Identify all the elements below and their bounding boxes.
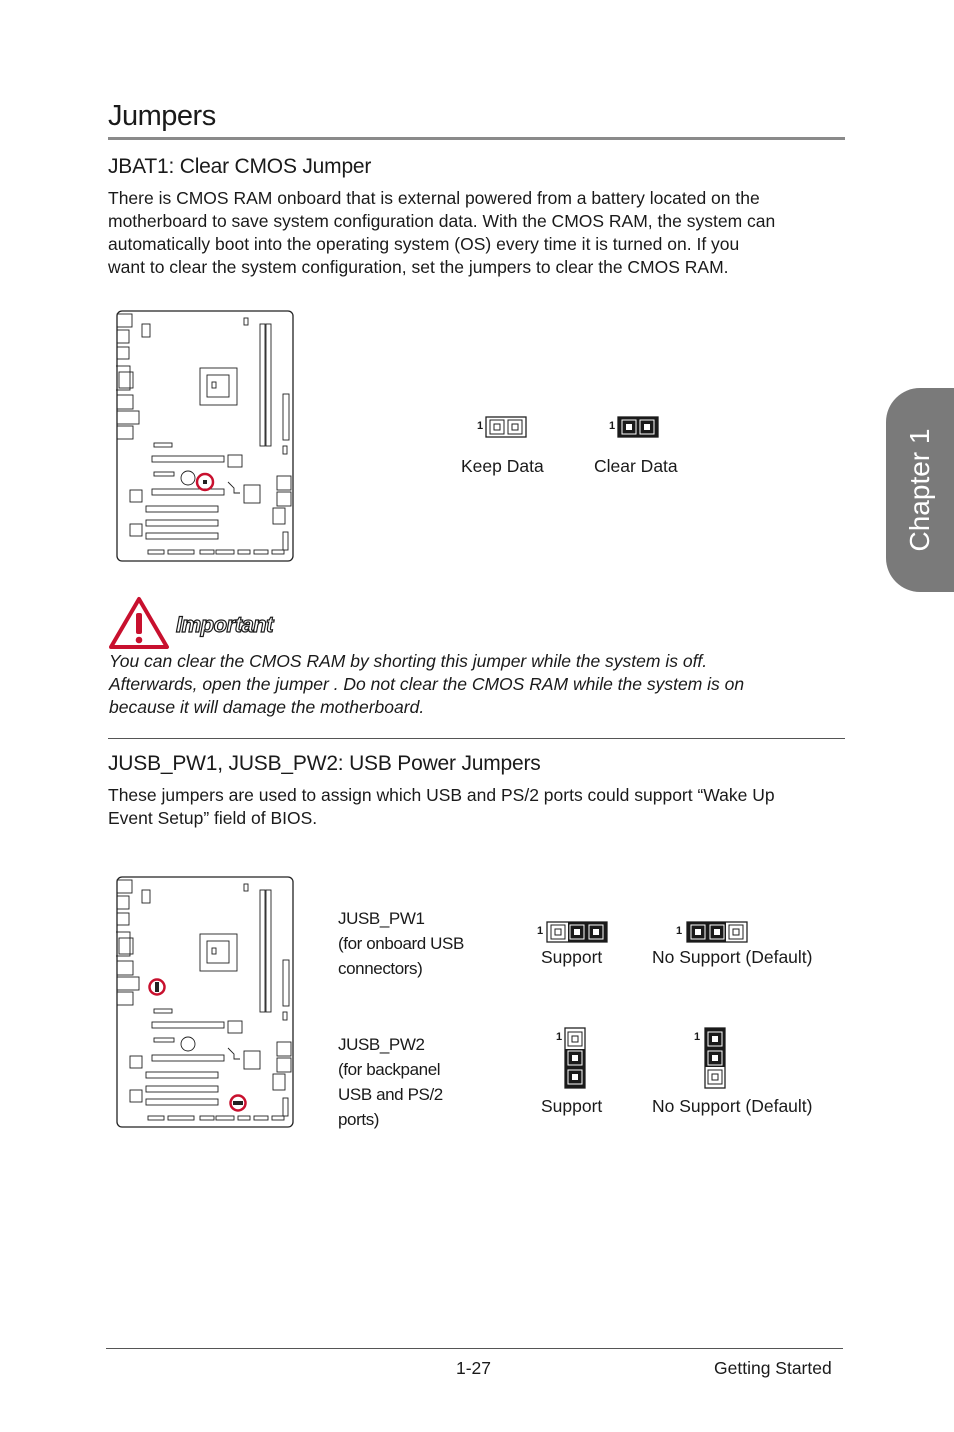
section-divider <box>108 738 845 739</box>
jumper-keep-data-icon <box>485 416 527 438</box>
page-number: 1-27 <box>456 1358 492 1378</box>
jumper-pw2-support-icon <box>564 1027 586 1089</box>
jusb-line: Event Setup” field of BIOS. <box>108 808 318 828</box>
important-note <box>109 650 854 719</box>
jusb-pw1-line: JUSB_PW1 <box>338 909 425 928</box>
page-title: Jumpers <box>108 100 216 132</box>
important-heading: Important <box>176 612 273 637</box>
jumper-clear-data-icon <box>617 416 659 438</box>
chapter-tab[interactable] <box>886 388 954 592</box>
jumper-pw1-no-support-icon <box>686 921 748 943</box>
important-line: Afterwards, open the jumper . Do not clear the CMOS RAM while the system is on <box>109 674 745 694</box>
warning-icon <box>108 596 170 650</box>
pw2-support-label: Support <box>541 1096 603 1116</box>
pin-1-label: 1 <box>676 925 683 937</box>
pw1-support-label: Support <box>541 947 603 967</box>
pw2-no-support-label: No Support (Default) <box>652 1096 813 1116</box>
jusb-pw2-line: ports) <box>338 1110 380 1129</box>
motherboard-diagram-jbat <box>116 310 294 562</box>
jbat-line: motherboard to save system configuration data. With the CMOS RAM, the system can <box>108 211 776 231</box>
important-line: You can clear the CMOS RAM by shorting this jumper while the system is off. <box>109 651 708 671</box>
jumper-pw2-no-support-icon <box>704 1027 726 1089</box>
jusb-pw2-label <box>338 1032 443 1132</box>
pin-1-label: 1 <box>694 1031 701 1043</box>
keep-data-label: Keep Data <box>461 456 544 476</box>
pin-1-label: 1 <box>477 420 484 432</box>
jusb-pw1-label <box>338 906 464 981</box>
clear-data-label: Clear Data <box>594 456 678 476</box>
jbat-line: automatically boot into the operating system (OS) every time it is turned on. If you <box>108 234 740 254</box>
jbat-description <box>108 187 853 279</box>
jusb-pw2-line: (for backpanel <box>338 1060 441 1079</box>
motherboard-diagram-jusb <box>116 876 294 1128</box>
jbat-line: want to clear the system configuration, set the jumpers to clear the CMOS RAM. <box>108 257 729 277</box>
jusb-heading: JUSB_PW1, JUSB_PW2: USB Power Jumpers <box>108 752 541 775</box>
chapter-tab-label: Chapter 1 <box>904 428 935 552</box>
jusb-pw1-line: (for onboard USB <box>338 934 464 953</box>
jusb-line: These jumpers are used to assign which USB and PS/2 ports could support “Wake Up <box>108 785 775 805</box>
footer-rule <box>106 1348 843 1349</box>
jbat-line: There is CMOS RAM onboard that is external powered from a battery located on the <box>108 188 760 208</box>
jusb-description <box>108 784 853 830</box>
title-rule <box>108 137 845 140</box>
important-line: because it will damage the motherboard. <box>109 697 425 717</box>
pin-1-label: 1 <box>556 1031 563 1043</box>
jusb-pw2-line: JUSB_PW2 <box>338 1035 425 1054</box>
pin-1-label: 1 <box>609 420 616 432</box>
footer-section: Getting Started <box>714 1358 832 1378</box>
jusb-pw1-line: connectors) <box>338 959 423 978</box>
jusb-pw2-line: USB and PS/2 <box>338 1085 443 1104</box>
pin-1-label: 1 <box>537 925 544 937</box>
jumper-pw1-support-icon <box>546 921 608 943</box>
pw1-no-support-label: No Support (Default) <box>652 947 813 967</box>
jbat-heading: JBAT1: Clear CMOS Jumper <box>108 155 372 178</box>
